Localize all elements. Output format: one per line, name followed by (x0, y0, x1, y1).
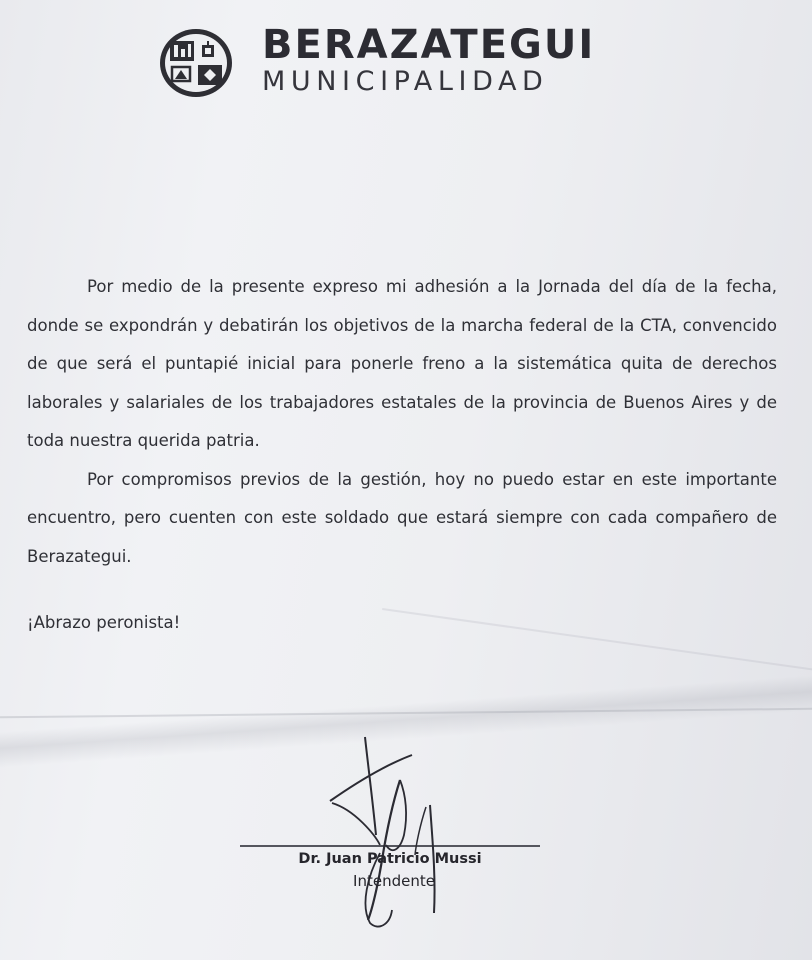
paper-crease (382, 608, 812, 674)
letter-body (27, 268, 777, 576)
signer-name: Dr. Juan Patricio Mussi (298, 851, 482, 867)
letter-paragraph-1: Por medio de la presente expreso mi adhesión a la Jornada del día de la fecha, donde se expondrán y debatirán los objetivos de la marcha federal de la CTA, convencido de que será el puntapié inicial para ponerle freno a la sistemática quita de derechos laborales y salariales de los trabajadores estatales de la provincia de Buenos Aires y de toda nuestra querida patria. (27, 277, 777, 450)
letter-paragraph-2: Por compromisos previos de la gestión, hoy no puedo estar en este importante encuentro, pero cuenten con este soldado que estará siempre con cada compañero de Berazategui. (27, 469, 777, 566)
signer-block (240, 848, 540, 892)
letterhead-title: BERAZATEGUI (262, 22, 596, 68)
letter-closing: ¡Abrazo peronista! (27, 613, 181, 632)
handwritten-signature-icon (320, 735, 460, 935)
signer-role: Intendente (353, 872, 435, 890)
letterhead (262, 24, 622, 97)
letterhead-subtitle: MUNICIPALIDAD (262, 66, 549, 97)
paper-fold-line (0, 707, 812, 718)
berazategui-crest-icon (158, 27, 234, 99)
